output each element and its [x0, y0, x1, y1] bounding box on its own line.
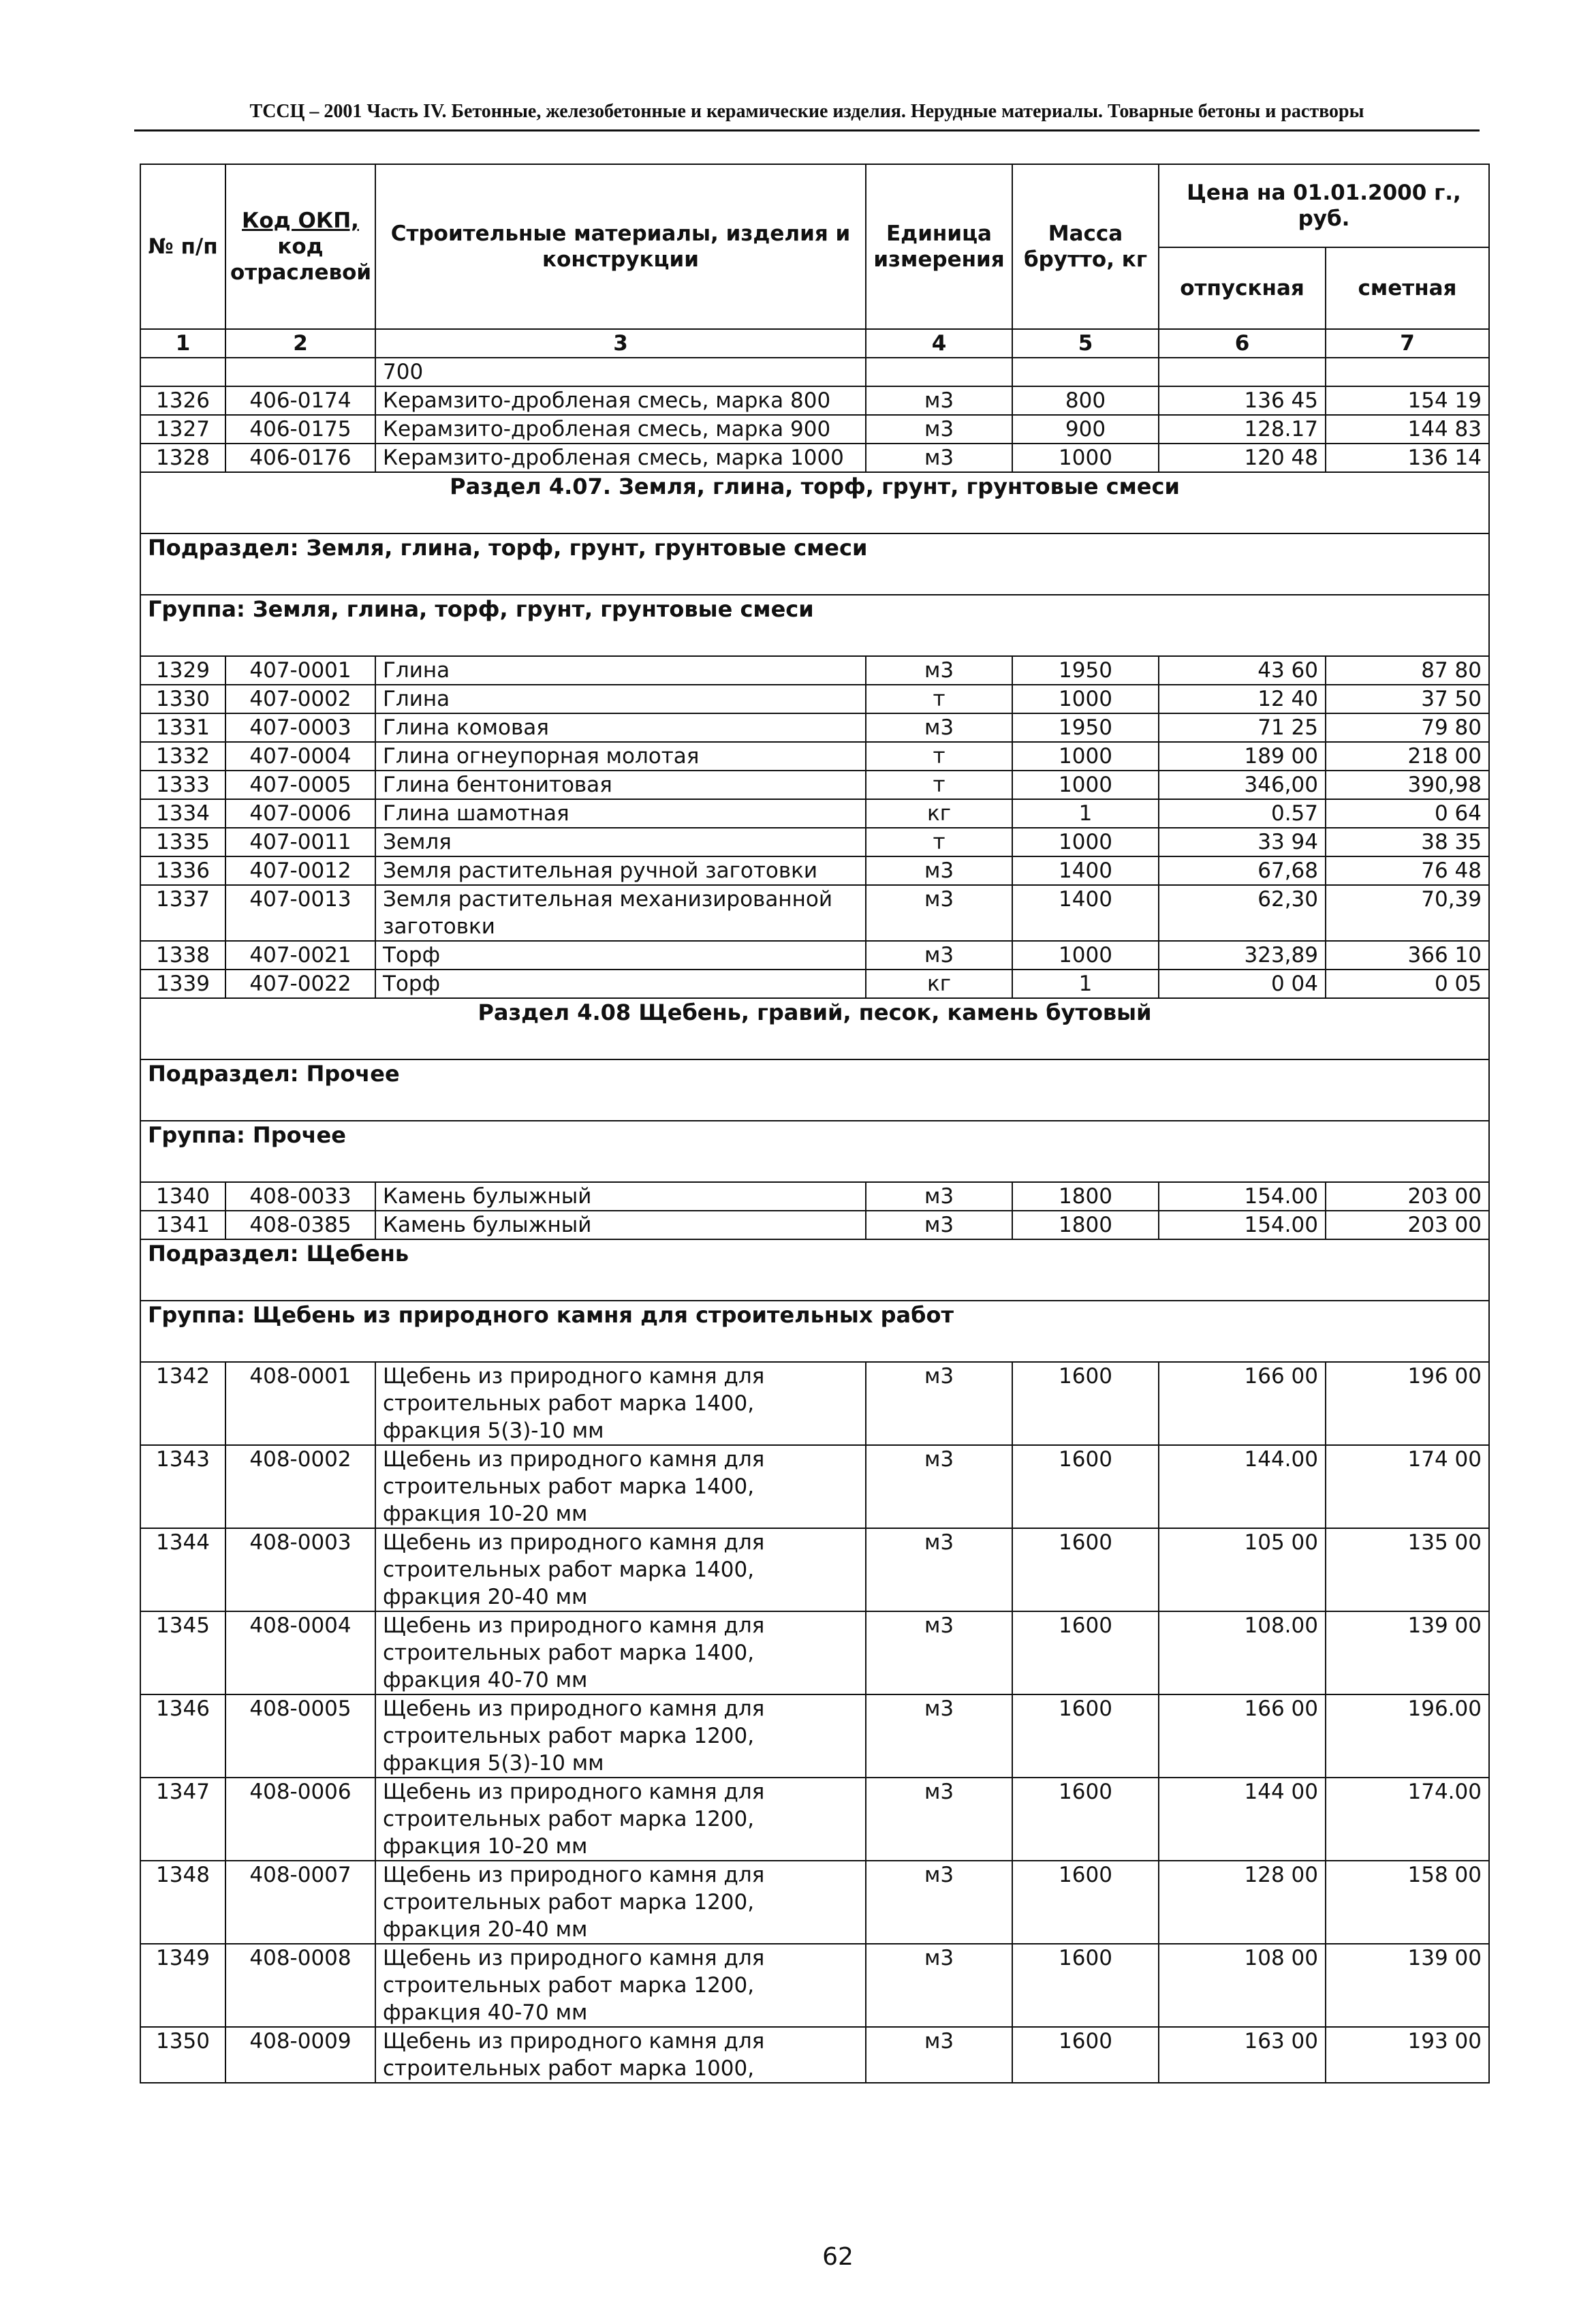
row-number: 1348: [140, 1861, 225, 1944]
row-price-estimate: 0 05: [1326, 970, 1489, 998]
row-price-sale: 105 00: [1159, 1528, 1326, 1611]
row-price-estimate: 196.00: [1326, 1694, 1489, 1778]
header-price-sale: отпускная: [1159, 247, 1326, 329]
row-unit: м3: [866, 941, 1012, 970]
row-material-name: Глина комовая: [375, 713, 866, 742]
row-unit: т: [866, 685, 1012, 713]
table-row: [140, 444, 1489, 472]
row-code: 408-0003: [225, 1528, 375, 1611]
row-price-sale: 144 00: [1159, 1778, 1326, 1861]
row-price-sale: 128.17: [1159, 415, 1326, 444]
continuation-text: 700: [375, 358, 866, 386]
row-code: 407-0006: [225, 799, 375, 828]
row-code: 408-0002: [225, 1445, 375, 1528]
row-price-estimate: 366 10: [1326, 941, 1489, 970]
row-number: 1347: [140, 1778, 225, 1861]
row-price-sale: 136 45: [1159, 386, 1326, 415]
row-price-estimate: 174 00: [1326, 1445, 1489, 1528]
table-row: [140, 1611, 1489, 1694]
cell-empty: [866, 358, 1012, 386]
table-row: [140, 685, 1489, 713]
row-price-estimate: 70,39: [1326, 885, 1489, 941]
row-material-name: Торф: [375, 970, 866, 998]
row-price-estimate: 203 00: [1326, 1182, 1489, 1211]
row-material-name: Щебень из природного камня для строительных работ марка 1400, фракция 40-70 мм: [375, 1611, 866, 1694]
column-number-row: [140, 329, 1489, 358]
row-number: 1343: [140, 1445, 225, 1528]
row-mass: 1800: [1012, 1182, 1159, 1211]
row-price-sale: 71 25: [1159, 713, 1326, 742]
row-number: 1333: [140, 771, 225, 799]
row-unit: м3: [866, 885, 1012, 941]
column-number: 5: [1012, 329, 1159, 358]
row-mass: 1600: [1012, 1445, 1159, 1528]
section-heading-text: Раздел 4.07. Земля, глина, торф, грунт, грунтовые смеси: [140, 472, 1489, 533]
subsection-heading-text: Подраздел: Щебень: [140, 1239, 1489, 1301]
column-number: 3: [375, 329, 866, 358]
row-unit: м3: [866, 1694, 1012, 1778]
cell-empty: [1012, 358, 1159, 386]
row-mass: 800: [1012, 386, 1159, 415]
row-price-estimate: 196 00: [1326, 1362, 1489, 1445]
row-code: 408-0385: [225, 1211, 375, 1239]
group-heading-text: Группа: Прочее: [140, 1121, 1489, 1182]
header-code: [225, 164, 375, 329]
table-row: [140, 941, 1489, 970]
row-number: 1328: [140, 444, 225, 472]
row-unit: т: [866, 828, 1012, 856]
table-row: [140, 771, 1489, 799]
cell-empty: [1326, 358, 1489, 386]
row-unit: т: [866, 771, 1012, 799]
row-price-sale: 0.57: [1159, 799, 1326, 828]
row-code: 407-0002: [225, 685, 375, 713]
cell-empty: [140, 358, 225, 386]
row-code: 408-0005: [225, 1694, 375, 1778]
row-mass: 1: [1012, 970, 1159, 998]
row-code: 406-0176: [225, 444, 375, 472]
row-price-sale: 12 40: [1159, 685, 1326, 713]
row-unit: м3: [866, 444, 1012, 472]
row-code: 408-0006: [225, 1778, 375, 1861]
row-material-name: Щебень из природного камня для строительных работ марка 1200, фракция 40-70 мм: [375, 1944, 866, 2027]
column-number: 1: [140, 329, 225, 358]
table-row: [140, 2027, 1489, 2083]
row-mass: 1: [1012, 799, 1159, 828]
row-mass: 1600: [1012, 1528, 1159, 1611]
row-material-name: Глина шамотная: [375, 799, 866, 828]
header-mass: Масса брутто, кг: [1012, 164, 1159, 329]
table-row: [140, 1944, 1489, 2027]
section-heading-text: Раздел 4.08 Щебень, гравий, песок, камень бутовый: [140, 998, 1489, 1059]
row-price-estimate: 38 35: [1326, 828, 1489, 856]
cell-empty: [1159, 358, 1326, 386]
row-code: 407-0011: [225, 828, 375, 856]
row-price-sale: 144.00: [1159, 1445, 1326, 1528]
row-price-sale: 166 00: [1159, 1694, 1326, 1778]
row-price-estimate: 174.00: [1326, 1778, 1489, 1861]
row-number: 1330: [140, 685, 225, 713]
row-mass: 1600: [1012, 2027, 1159, 2083]
table-row: [140, 828, 1489, 856]
row-price-estimate: 37 50: [1326, 685, 1489, 713]
row-material-name: Глина: [375, 656, 866, 685]
header-unit: Единица измерения: [866, 164, 1012, 329]
row-code: 407-0021: [225, 941, 375, 970]
row-code: 407-0003: [225, 713, 375, 742]
row-number: 1338: [140, 941, 225, 970]
row-price-estimate: 154 19: [1326, 386, 1489, 415]
column-number: 2: [225, 329, 375, 358]
row-mass: 1000: [1012, 941, 1159, 970]
row-material-name: Щебень из природного камня для строительных работ марка 1200, фракция 10-20 мм: [375, 1778, 866, 1861]
row-unit: т: [866, 742, 1012, 771]
row-price-estimate: 390,98: [1326, 771, 1489, 799]
subsection-heading-text: Подраздел: Земля, глина, торф, грунт, грунтовые смеси: [140, 533, 1489, 595]
table-row: [140, 1778, 1489, 1861]
table-row: [140, 415, 1489, 444]
row-unit: м3: [866, 415, 1012, 444]
row-mass: 900: [1012, 415, 1159, 444]
row-price-sale: 108 00: [1159, 1944, 1326, 2027]
row-material-name: Керамзито-дробленая смесь, марка 1000: [375, 444, 866, 472]
row-mass: 1000: [1012, 742, 1159, 771]
row-material-name: Щебень из природного камня для строительных работ марка 1400, фракция 10-20 мм: [375, 1445, 866, 1528]
table-row: [140, 713, 1489, 742]
table-row: [140, 1211, 1489, 1239]
row-price-sale: 120 48: [1159, 444, 1326, 472]
table-row: [140, 1694, 1489, 1778]
table-row: [140, 656, 1489, 685]
row-number: 1331: [140, 713, 225, 742]
row-price-estimate: 0 64: [1326, 799, 1489, 828]
row-code: 408-0007: [225, 1861, 375, 1944]
section-heading: [140, 998, 1489, 1059]
row-mass: 1000: [1012, 828, 1159, 856]
row-unit: м3: [866, 1611, 1012, 1694]
row-unit: м3: [866, 1944, 1012, 2027]
row-price-sale: 346,00: [1159, 771, 1326, 799]
row-unit: м3: [866, 1528, 1012, 1611]
row-material-name: Керамзито-дробленая смесь, марка 800: [375, 386, 866, 415]
table-row: [140, 1182, 1489, 1211]
row-price-estimate: 136 14: [1326, 444, 1489, 472]
table-row: [140, 970, 1489, 998]
row-material-name: Щебень из природного камня для строительных работ марка 1200, фракция 5(3)-10 мм: [375, 1694, 866, 1778]
table-row: [140, 742, 1489, 771]
header-no: № п/п: [140, 164, 225, 329]
column-number: 4: [866, 329, 1012, 358]
row-code: 407-0022: [225, 970, 375, 998]
row-price-estimate: 87 80: [1326, 656, 1489, 685]
row-mass: 1400: [1012, 856, 1159, 885]
row-material-name: Глина огнеупорная молотая: [375, 742, 866, 771]
column-number: 7: [1326, 329, 1489, 358]
header-price-group: Цена на 01.01.2000 г., руб.: [1159, 164, 1489, 247]
row-price-sale: 0 04: [1159, 970, 1326, 998]
row-number: 1337: [140, 885, 225, 941]
row-price-estimate: 139 00: [1326, 1611, 1489, 1694]
row-number: 1327: [140, 415, 225, 444]
row-unit: м3: [866, 1211, 1012, 1239]
row-price-estimate: 135 00: [1326, 1528, 1489, 1611]
row-material-name: Земля: [375, 828, 866, 856]
table-row: [140, 799, 1489, 828]
row-code: 408-0033: [225, 1182, 375, 1211]
row-unit: м3: [866, 1182, 1012, 1211]
row-material-name: Торф: [375, 941, 866, 970]
row-material-name: Камень булыжный: [375, 1211, 866, 1239]
row-code: 406-0174: [225, 386, 375, 415]
row-price-sale: 108.00: [1159, 1611, 1326, 1694]
row-number: 1345: [140, 1611, 225, 1694]
table-body: [140, 329, 1489, 2083]
row-unit: кг: [866, 970, 1012, 998]
row-material-name: Глина бентонитовая: [375, 771, 866, 799]
table-row: [140, 1861, 1489, 1944]
row-unit: м3: [866, 1362, 1012, 1445]
row-unit: м3: [866, 2027, 1012, 2083]
row-code: 406-0175: [225, 415, 375, 444]
row-price-estimate: 158 00: [1326, 1861, 1489, 1944]
group-heading: [140, 1301, 1489, 1362]
row-mass: 1000: [1012, 771, 1159, 799]
row-mass: 1400: [1012, 885, 1159, 941]
row-unit: м3: [866, 656, 1012, 685]
row-unit: м3: [866, 1861, 1012, 1944]
row-mass: 1600: [1012, 1861, 1159, 1944]
row-price-sale: 43 60: [1159, 656, 1326, 685]
page-number: 62: [822, 2243, 854, 2271]
row-price-estimate: 203 00: [1326, 1211, 1489, 1239]
row-price-sale: 163 00: [1159, 2027, 1326, 2083]
row-price-estimate: 79 80: [1326, 713, 1489, 742]
row-code: 408-0001: [225, 1362, 375, 1445]
column-number: 6: [1159, 329, 1326, 358]
row-number: 1336: [140, 856, 225, 885]
header-code-okp: Код ОКП,: [242, 208, 359, 233]
row-number: 1349: [140, 1944, 225, 2027]
row-price-sale: 154.00: [1159, 1182, 1326, 1211]
row-code: 408-0009: [225, 2027, 375, 2083]
row-number: 1332: [140, 742, 225, 771]
row-code: 408-0008: [225, 1944, 375, 2027]
row-mass: 1800: [1012, 1211, 1159, 1239]
row-mass: 1600: [1012, 1944, 1159, 2027]
subsection-heading: [140, 1059, 1489, 1121]
row-number: 1340: [140, 1182, 225, 1211]
running-header: ТССЦ – 2001 Часть IV. Бетонные, железобетонные и керамические изделия. Нерудные материалы. Товарные бетоны и растворы: [134, 94, 1480, 131]
row-material-name: Камень булыжный: [375, 1182, 866, 1211]
row-material-name: Щебень из природного камня для строительных работ марка 1400, фракция 20-40 мм: [375, 1528, 866, 1611]
row-code: 408-0004: [225, 1611, 375, 1694]
row-price-sale: 189 00: [1159, 742, 1326, 771]
row-number: 1344: [140, 1528, 225, 1611]
row-number: 1326: [140, 386, 225, 415]
row-price-sale: 62,30: [1159, 885, 1326, 941]
group-heading-text: Группа: Щебень из природного камня для строительных работ: [140, 1301, 1489, 1362]
group-heading-text: Группа: Земля, глина, торф, грунт, грунтовые смеси: [140, 595, 1489, 656]
row-code: 407-0005: [225, 771, 375, 799]
row-price-estimate: 144 83: [1326, 415, 1489, 444]
row-unit: м3: [866, 386, 1012, 415]
row-material-name: Земля растительная механизированной заготовки: [375, 885, 866, 941]
row-mass: 1600: [1012, 1611, 1159, 1694]
row-material-name: Щебень из природного камня для строительных работ марка 1000,: [375, 2027, 866, 2083]
row-price-estimate: 193 00: [1326, 2027, 1489, 2083]
row-price-estimate: 76 48: [1326, 856, 1489, 885]
header-name: Строительные материалы, изделия и конструкции: [375, 164, 866, 329]
row-material-name: Земля растительная ручной заготовки: [375, 856, 866, 885]
table-row: [140, 1528, 1489, 1611]
row-code: 407-0004: [225, 742, 375, 771]
table-row: [140, 856, 1489, 885]
group-heading: [140, 595, 1489, 656]
section-heading: [140, 472, 1489, 533]
group-heading: [140, 1121, 1489, 1182]
row-unit: кг: [866, 799, 1012, 828]
table-row: [140, 1362, 1489, 1445]
row-mass: 1600: [1012, 1362, 1159, 1445]
row-number: 1329: [140, 656, 225, 685]
row-price-sale: 323,89: [1159, 941, 1326, 970]
row-number: 1339: [140, 970, 225, 998]
row-code: 407-0001: [225, 656, 375, 685]
table-row: [140, 885, 1489, 941]
row-mass: 1000: [1012, 685, 1159, 713]
row-price-sale: 33 94: [1159, 828, 1326, 856]
cell-empty: [225, 358, 375, 386]
row-price-sale: 166 00: [1159, 1362, 1326, 1445]
row-material-name: Щебень из природного камня для строительных работ марка 1400, фракция 5(3)-10 мм: [375, 1362, 866, 1445]
row-mass: 1000: [1012, 444, 1159, 472]
row-price-sale: 128 00: [1159, 1861, 1326, 1944]
row-material-name: Керамзито-дробленая смесь, марка 900: [375, 415, 866, 444]
row-price-sale: 67,68: [1159, 856, 1326, 885]
row-material-name: Глина: [375, 685, 866, 713]
header-price-estimate: сметная: [1326, 247, 1489, 329]
row-number: 1334: [140, 799, 225, 828]
row-number: 1342: [140, 1362, 225, 1445]
row-number: 1335: [140, 828, 225, 856]
price-table: [140, 164, 1490, 2083]
header-code-branch: код отраслевой: [230, 234, 372, 285]
row-material-name: Щебень из природного камня для строительных работ марка 1200, фракция 20-40 мм: [375, 1861, 866, 1944]
continuation-row: [140, 358, 1489, 386]
table-row: [140, 1445, 1489, 1528]
subsection-heading: [140, 1239, 1489, 1301]
row-unit: м3: [866, 1445, 1012, 1528]
row-unit: м3: [866, 856, 1012, 885]
row-code: 407-0012: [225, 856, 375, 885]
subsection-heading-text: Подраздел: Прочее: [140, 1059, 1489, 1121]
row-price-estimate: 139 00: [1326, 1944, 1489, 2027]
row-number: 1341: [140, 1211, 225, 1239]
row-number: 1346: [140, 1694, 225, 1778]
row-mass: 1950: [1012, 656, 1159, 685]
table-row: [140, 386, 1489, 415]
row-mass: 1950: [1012, 713, 1159, 742]
row-price-estimate: 218 00: [1326, 742, 1489, 771]
row-unit: м3: [866, 1778, 1012, 1861]
row-mass: 1600: [1012, 1694, 1159, 1778]
subsection-heading: [140, 533, 1489, 595]
row-number: 1350: [140, 2027, 225, 2083]
row-code: 407-0013: [225, 885, 375, 941]
row-unit: м3: [866, 713, 1012, 742]
row-mass: 1600: [1012, 1778, 1159, 1861]
row-price-sale: 154.00: [1159, 1211, 1326, 1239]
